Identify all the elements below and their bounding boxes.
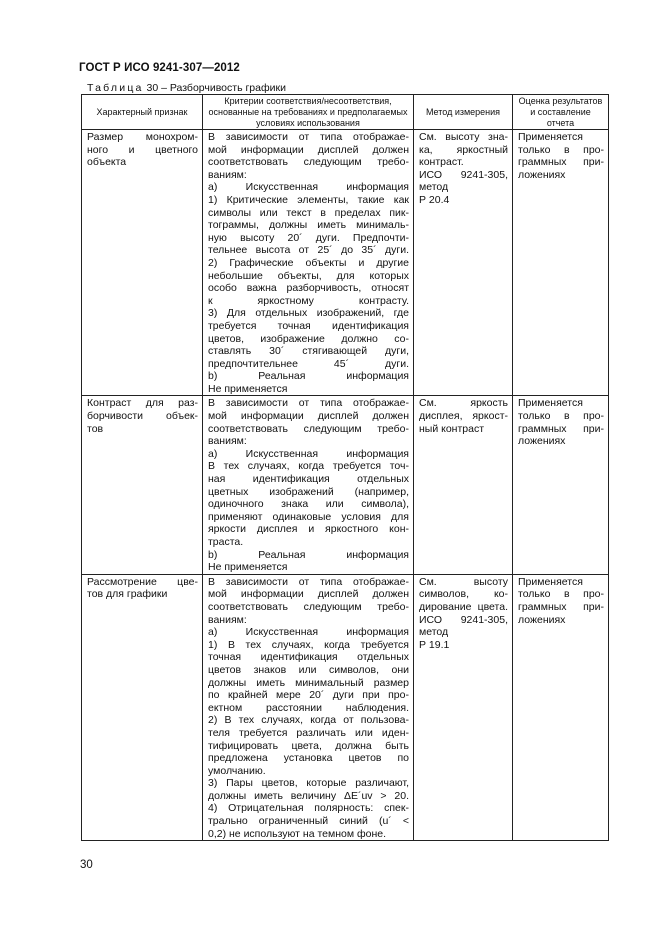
column-header-feature: Характерный признак [82,95,203,130]
criteria-cell-line: цветов знаков или символов, они [208,663,409,676]
criteria-cell-line: соответствовать следующим требо- [208,600,409,613]
method-cell-line: См. высоту [419,575,508,588]
result-cell-line: ложениях [518,613,566,626]
criteria-cell-line: 0,2) не используют на темном фоне. [208,827,387,840]
criteria-cell-line: должны иметь величину ΔE´uv > 20. [208,789,409,802]
table-caption-title: 30 – Разборчивость графики [146,82,286,94]
criteria-cell-line: 1) В тех случаях, когда требуется [208,638,409,651]
method-cell-line: символов, ко- [419,588,508,601]
column-header-criteria: Критерии соответствия/несоответствия, основанные на требованиях и предполагаемых условиях использования [203,95,414,130]
table-row [82,574,609,840]
criteria-cell-line: 1) Критические элементы, такие как [208,193,409,206]
criteria-cell [203,130,414,396]
result-cell-line: только в про- [518,143,604,156]
method-cell [414,130,513,396]
criteria-cell-line: к яркостному контрасту. [208,294,409,307]
criteria-cell-line: предпочтительнее 45´ дуги. [208,357,409,370]
page-number: 30 [80,859,93,871]
criteria-cell-line: В тех случаях, когда требуется точ- [208,460,409,473]
feature-cell-line: борчивости объек- [87,410,198,423]
criteria-cell-line: цветных изображений (например, [208,485,409,498]
criteria-cell-line: предложена установка цветов по [208,752,409,765]
criteria-cell-line: ная идентификация отдельных [208,473,409,486]
feature-cell-line: Контраст для раз- [87,397,198,410]
method-cell-line: ка, яркостный [419,143,508,156]
legibility-table [81,94,609,841]
result-cell-line: Применяется [518,575,583,588]
table-row [82,396,609,574]
criteria-cell-line: a) Искусственная информация [208,626,409,639]
criteria-cell [203,396,414,574]
criteria-cell-line: Не применяется [208,382,288,395]
criteria-cell-line: особо важна разборчивость, относят [208,282,409,295]
method-cell-line: ИСО 9241-305, [419,613,508,626]
method-cell-line: метод [419,626,449,639]
column-header-result: Оценка результатов и составление отчета [513,95,609,130]
criteria-cell-line: В зависимости от типа отображае- [208,131,409,143]
criteria-cell-line: траста. [208,536,244,548]
criteria-cell-line: цветов, изображение должно со- [208,332,409,345]
feature-cell-line: объекта [87,156,127,169]
criteria-cell-line: ектном расстоянии наблюдения. [208,701,409,714]
criteria-cell-line: 2) В тех случаях, когда от пользова- [208,714,409,727]
feature-cell-line: ного и цветного [87,143,198,156]
criteria-cell-line: соответствовать следующим требо- [208,422,409,435]
criteria-cell-line: В зависимости от типа отображае- [208,397,409,410]
criteria-cell-line: символы или текст в пределах пик- [208,206,409,219]
criteria-cell-line: точная идентификация отдельных [208,651,409,664]
criteria-cell-line: одиночного знака или символа), [208,498,409,511]
feature-cell-line: тов для графики [87,588,168,601]
table-body [82,130,609,841]
method-cell-line: ИСО 9241-305, [419,168,508,181]
method-cell-line: дисплея, яркост- [419,410,508,423]
criteria-cell-line: небольшие объекты, для которых [208,269,409,282]
method-cell-line: ный контраст [419,422,485,435]
result-cell [513,130,609,396]
criteria-cell-line: ваниям: [208,435,247,448]
criteria-cell-line: В зависимости от типа отображае- [208,575,409,588]
result-cell [513,574,609,840]
criteria-cell-line: тифицировать цвета, должна быть [208,739,409,752]
feature-cell [82,396,203,574]
criteria-cell-line: 2) Графические объекты и другие [208,256,409,269]
criteria-cell-line: a) Искусственная информация [208,447,409,460]
criteria-cell-line: теля требуется различать или иден- [208,726,409,739]
result-cell-line: только в про- [518,588,604,601]
criteria-cell-line: ваниям: [208,168,247,181]
table-row [82,130,609,396]
method-cell-line: дирование цвета. [419,600,508,613]
result-cell-line: ложениях [518,435,566,448]
criteria-cell-line: ную высоту 20´ дуги. Предпочти- [208,231,409,244]
criteria-cell-line: требуется точная идентификация [208,319,409,332]
criteria-cell-line: мой информации дисплей должен [208,588,409,601]
table-caption-word: Таблица [87,82,144,94]
method-cell-line: метод [419,181,449,194]
criteria-cell-line: по крайней мере 20´ дуги при про- [208,689,409,702]
criteria-cell-line: соответствовать следующим требо- [208,156,409,169]
criteria-cell-line: яркости дисплея и яркостного кон- [208,523,409,536]
criteria-cell-line: мой информации дисплей должен [208,410,409,423]
criteria-cell-line: b) Реальная информация [208,370,409,383]
result-cell-line: Применяется [518,131,583,143]
criteria-cell-line: ваниям: [208,613,247,626]
result-cell-line: ложениях [518,168,566,181]
criteria-cell [203,574,414,840]
method-cell-line: См. яркость [419,397,508,410]
table-header-row [82,95,609,130]
criteria-cell-line: умолчанию. [208,764,266,777]
criteria-cell-line: ставлять 30´ стягивающей дуги, [208,345,409,358]
criteria-cell-line: трально ограниченный синий (u´ < [208,815,409,828]
method-cell-line: Р 20.4 [419,193,450,206]
column-header-method: Метод измерения [414,95,513,130]
feature-cell-line: Рассмотрение цве- [87,575,198,588]
table-caption [87,82,286,94]
result-cell-line: граммных при- [518,156,604,169]
criteria-cell-line: мой информации дисплей должен [208,143,409,156]
criteria-cell-line: 3) Для отдельных изображений, где [208,307,409,320]
result-cell-line: граммных при- [518,600,604,613]
feature-cell [82,574,203,840]
criteria-cell-line: a) Искусственная информация [208,181,409,194]
criteria-cell-line: тограммы, должны иметь минималь- [208,219,409,232]
criteria-cell-line: 3) Пары цветов, которые различают, [208,777,409,790]
criteria-cell-line: тельнее высота от 25´ до 35´ дуги. [208,244,409,257]
result-cell-line: граммных при- [518,422,604,435]
result-cell-line: только в про- [518,410,604,423]
feature-cell-line: тов [87,422,104,435]
criteria-cell-line: Не применяется [208,561,288,574]
feature-cell [82,130,203,396]
criteria-cell-line: b) Реальная информация [208,548,409,561]
method-cell [414,574,513,840]
result-cell-line: Применяется [518,397,583,410]
method-cell-line: контраст. [419,156,464,169]
method-cell [414,396,513,574]
result-cell [513,396,609,574]
method-cell-line: См. высоту зна- [419,131,508,143]
method-cell-line: Р 19.1 [419,638,450,651]
criteria-cell-line: должны иметь минимальный размер [208,676,409,689]
criteria-cell-line: 4) Отрицательная полярность: спек- [208,802,409,815]
criteria-cell-line: применяют одинаковые условия для [208,510,409,523]
feature-cell-line: Размер монохром- [87,131,198,143]
document-header: ГОСТ Р ИСО 9241-307—2012 [79,62,240,74]
